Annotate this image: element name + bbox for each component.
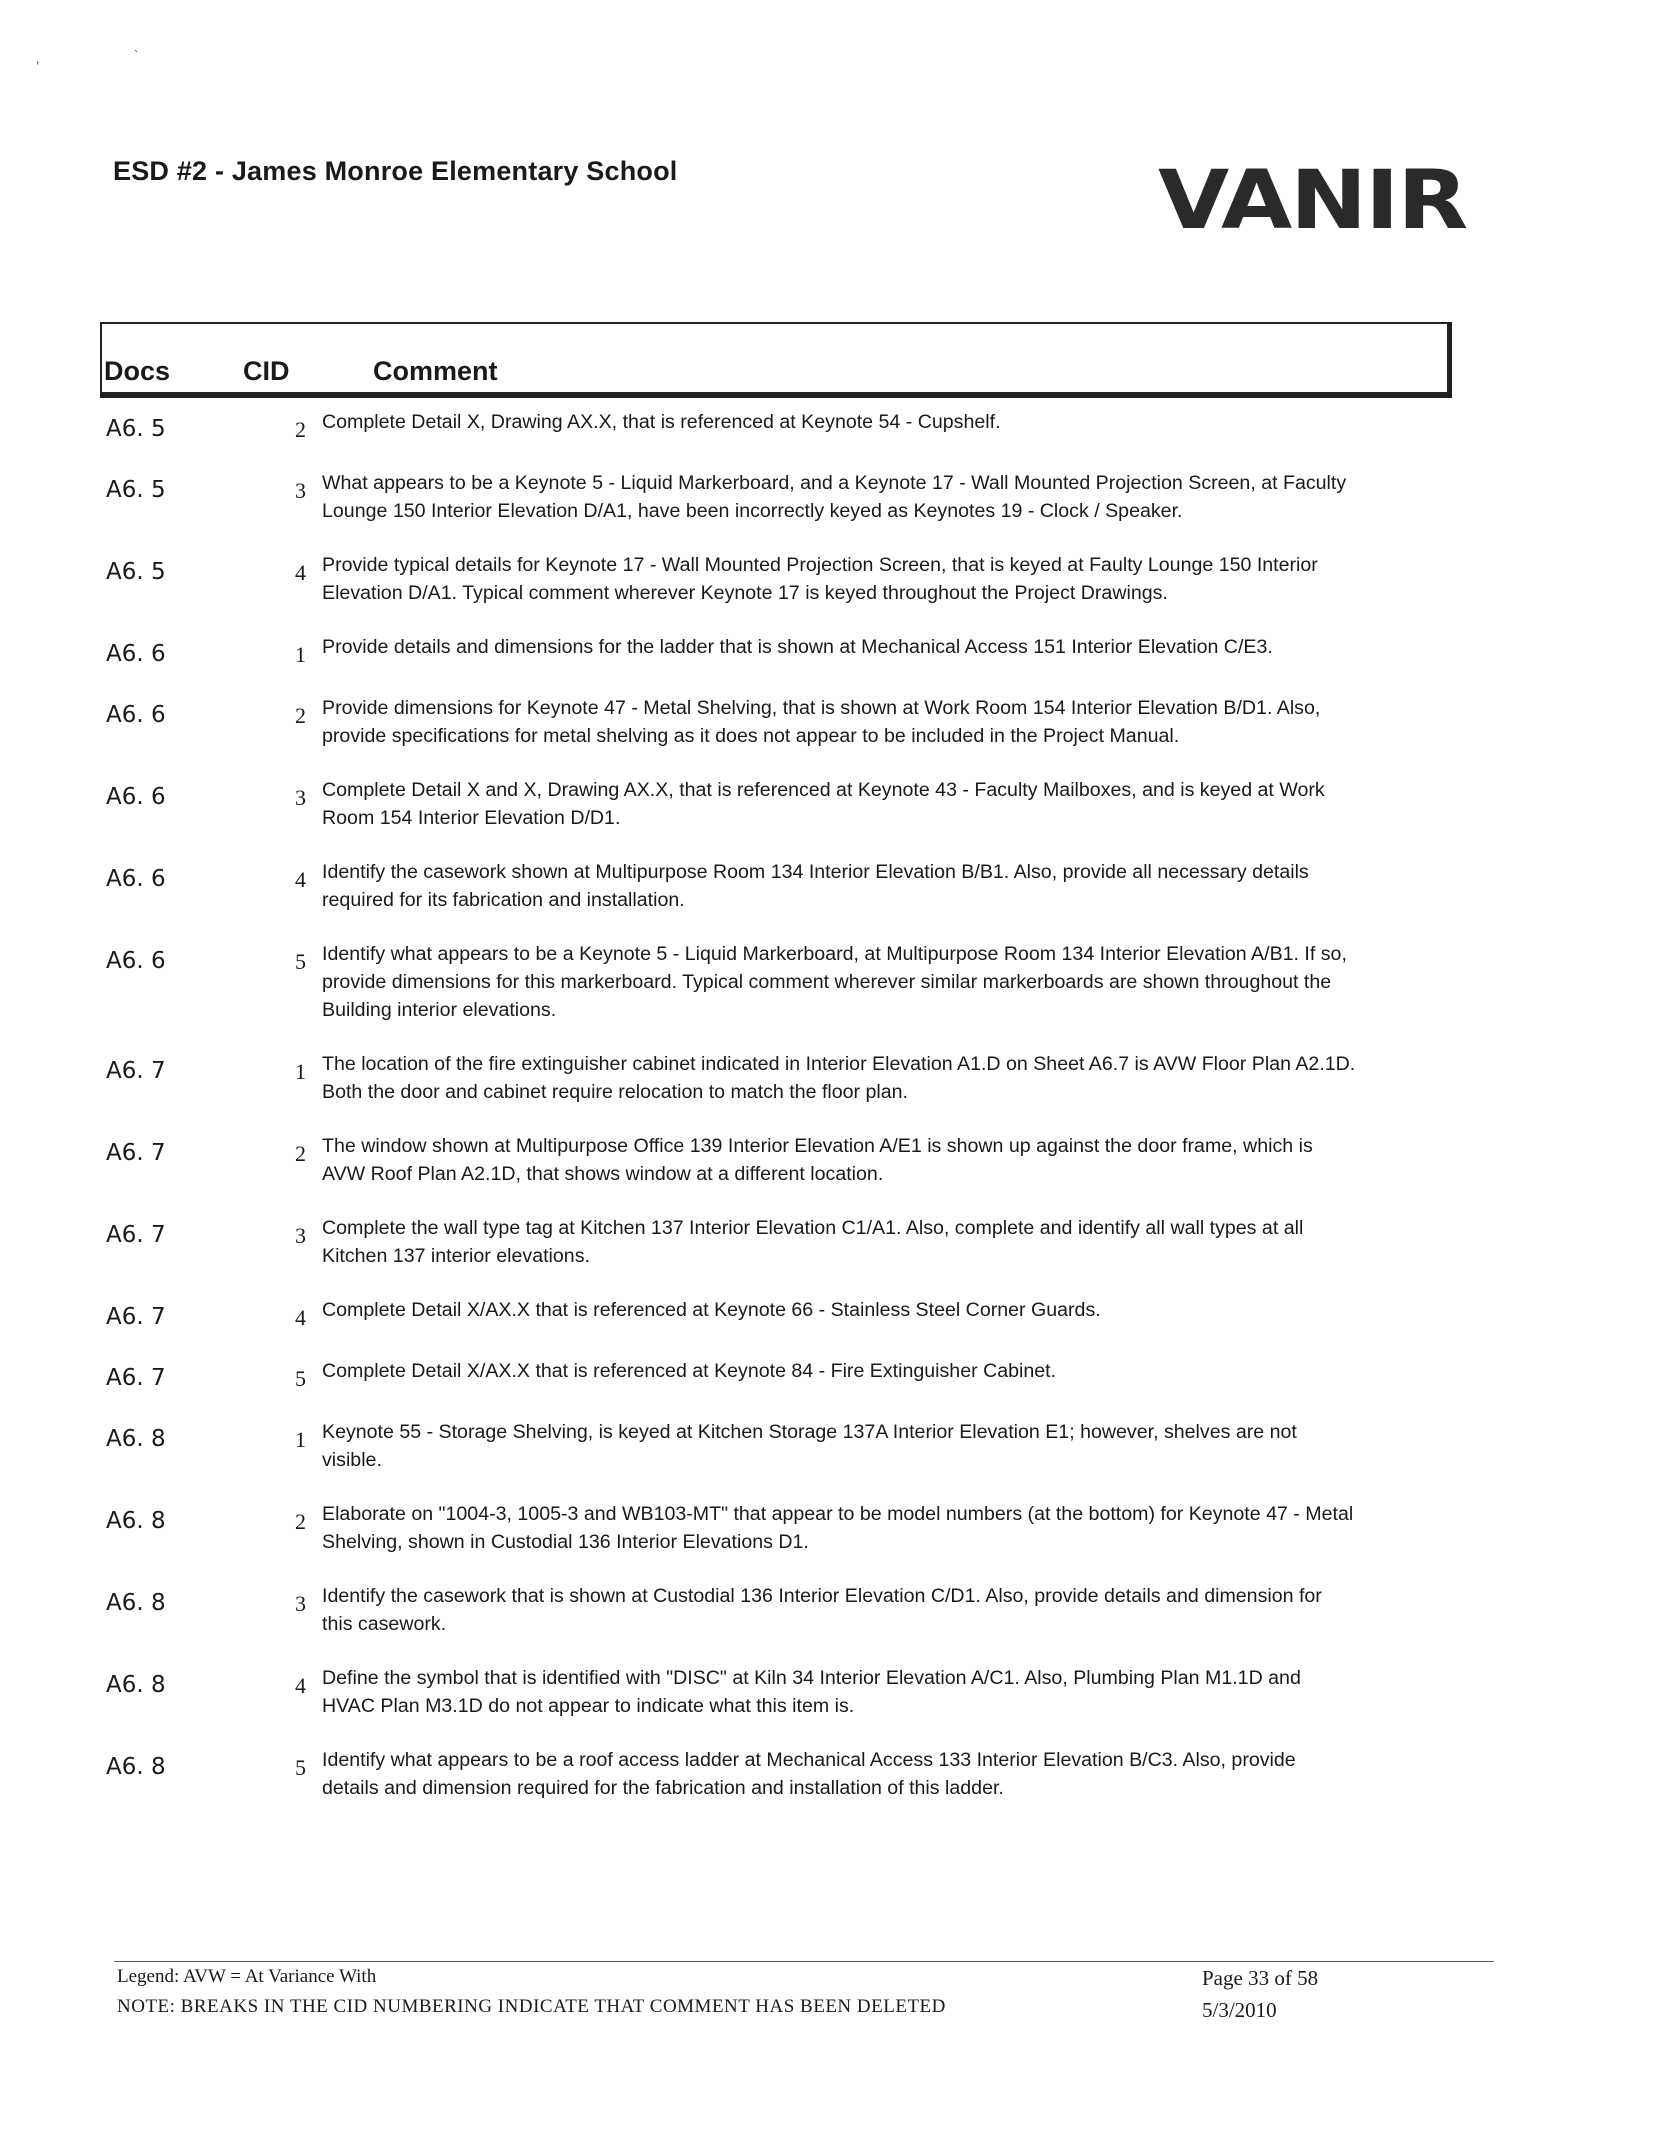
col-header-docs: Docs <box>104 356 171 386</box>
row-doc: A6. 7 <box>106 1304 166 1330</box>
row-cid: 2 <box>295 1509 306 1534</box>
row-cid: 1 <box>295 1059 306 1084</box>
row-doc: A6. 5 <box>106 416 166 442</box>
footer-legend: Legend: AVW = At Variance With <box>117 1966 377 1987</box>
table-row <box>0 1050 1664 1106</box>
row-doc: A6. 6 <box>106 784 166 810</box>
row-cid: 3 <box>295 1591 306 1616</box>
scan-mark: ` <box>134 48 138 62</box>
row-cid: 4 <box>295 867 306 892</box>
row-cid: 2 <box>295 703 306 728</box>
comment-table <box>0 408 1664 1828</box>
row-comment: What appears to be a Keynote 5 - Liquid Markerboard, and a Keynote 17 - Wall Mounted Projection Screen, at Faculty Lounge 150 Interior Elevation D/A1, have been incorrectly keyed as Keynotes 19 - Clock / Speaker. <box>322 472 1347 522</box>
table-row <box>0 694 1664 750</box>
row-cid: 4 <box>295 1305 306 1330</box>
footer-date: 5/3/2010 <box>1202 1998 1277 2022</box>
footer-divider <box>114 1961 1494 1962</box>
row-doc: A6. 8 <box>106 1754 166 1780</box>
row-cid: 1 <box>295 642 306 667</box>
row-doc: A6. 7 <box>106 1365 166 1391</box>
row-comment: Provide details and dimensions for the ladder that is shown at Mechanical Access 151 Interior Elevation C/E3. <box>322 636 1273 658</box>
row-comment: The window shown at Multipurpose Office 139 Interior Elevation A/E1 is shown up against the door frame, which is AVW Roof Plan A2.1D, that shows window at a different location. <box>322 1135 1313 1185</box>
row-comment: Complete Detail X/AX.X that is referenced at Keynote 66 - Stainless Steel Corner Guards. <box>322 1299 1101 1321</box>
row-comment: Keynote 55 - Storage Shelving, is keyed at Kitchen Storage 137A Interior Elevation E1; however, shelves are not visible. <box>322 1421 1297 1471</box>
row-comment: Complete Detail X, Drawing AX.X, that is referenced at Keynote 54 - Cupshelf. <box>322 411 1001 433</box>
table-row <box>0 1500 1664 1556</box>
table-row <box>0 776 1664 832</box>
table-row <box>0 1582 1664 1638</box>
vanir-logo: VANIR <box>1158 152 1467 248</box>
row-cid: 5 <box>295 1366 306 1391</box>
row-doc: A6. 6 <box>106 702 166 728</box>
row-comment: Complete the wall type tag at Kitchen 137 Interior Elevation C1/A1. Also, complete and identify all wall types at all Kitchen 137 interior elevations. <box>322 1217 1304 1267</box>
table-row <box>0 1296 1664 1331</box>
row-cid: 4 <box>295 560 306 585</box>
table-row <box>0 1132 1664 1188</box>
row-comment: Identify what appears to be a roof access ladder at Mechanical Access 133 Interior Elevation B/C3. Also, provide details and dimension required for the fabrication and installation of this ladder. <box>322 1749 1296 1799</box>
col-header-cid: CID <box>243 356 290 386</box>
row-comment: Provide dimensions for Keynote 47 - Metal Shelving, that is shown at Work Room 154 Interior Elevation B/D1. Also, provide specifications for metal shelving as it does not appear to be included in the Project Manual. <box>322 697 1321 747</box>
footer-note: NOTE: BREAKS IN THE CID NUMBERING INDICATE THAT COMMENT HAS BEEN DELETED <box>117 1996 946 2017</box>
row-cid: 2 <box>295 417 306 442</box>
row-comment: Identify what appears to be a Keynote 5 - Liquid Markerboard, at Multipurpose Room 134 Interior Elevation A/B1. If so, provide dimensions for this markerboard. Typical comment wherever similar markerboards are shown throughout the Building interior elevations. <box>322 943 1347 1021</box>
row-comment: Elaborate on "1004-3, 1005-3 and WB103-MT" that appear to be model numbers (at the bottom) for Keynote 47 - Metal Shelving, shown in Custodial 136 Interior Elevations D1. <box>322 1503 1354 1553</box>
table-row <box>0 633 1664 668</box>
row-comment: Complete Detail X/AX.X that is referenced at Keynote 84 - Fire Extinguisher Cabinet. <box>322 1360 1057 1382</box>
row-doc: A6. 6 <box>106 866 166 892</box>
row-doc: A6. 6 <box>106 641 166 667</box>
col-header-comment: Comment <box>373 356 498 386</box>
table-row <box>0 551 1664 607</box>
row-cid: 5 <box>295 1755 306 1780</box>
table-row <box>0 858 1664 914</box>
row-cid: 2 <box>295 1141 306 1166</box>
row-cid: 3 <box>295 1223 306 1248</box>
row-comment: The location of the fire extinguisher cabinet indicated in Interior Elevation A1.D on Sheet A6.7 is AVW Floor Plan A2.1D. Both the door and cabinet require relocation to match the floor plan. <box>322 1053 1356 1103</box>
row-comment: Provide typical details for Keynote 17 - Wall Mounted Projection Screen, that is keyed at Faulty Lounge 150 Interior Elevation D/A1. Typical comment wherever Keynote 17 is keyed throughout the Project Drawings. <box>322 554 1318 604</box>
table-row <box>0 1664 1664 1720</box>
table-row <box>0 408 1664 443</box>
row-comment: Identify the casework that is shown at Custodial 136 Interior Elevation C/D1. Also, provide details and dimension for this casework. <box>322 1585 1322 1635</box>
table-header-box <box>100 322 1452 398</box>
page-number: Page 33 of 58 <box>1202 1966 1319 1990</box>
scan-mark: , <box>36 52 40 66</box>
table-row <box>0 1418 1664 1474</box>
table-row <box>0 469 1664 525</box>
row-doc: A6. 7 <box>106 1222 166 1248</box>
row-doc: A6. 8 <box>106 1426 166 1452</box>
row-comment: Define the symbol that is identified with "DISC" at Kiln 34 Interior Elevation A/C1. Also, Plumbing Plan M1.1D and HVAC Plan M3.1D do not appear to indicate what this item is. <box>322 1667 1301 1717</box>
row-cid: 3 <box>295 478 306 503</box>
row-cid: 3 <box>295 785 306 810</box>
row-doc: A6. 8 <box>106 1508 166 1534</box>
row-doc: A6. 5 <box>106 559 166 585</box>
table-row <box>0 1746 1664 1802</box>
row-cid: 5 <box>295 949 306 974</box>
table-row <box>0 1214 1664 1270</box>
table-row <box>0 940 1664 1024</box>
page-title: ESD #2 - James Monroe Elementary School <box>113 156 678 186</box>
row-cid: 4 <box>295 1673 306 1698</box>
row-comment: Identify the casework shown at Multipurpose Room 134 Interior Elevation B/B1. Also, provide all necessary details required for its fabrication and installation. <box>322 861 1309 911</box>
row-doc: A6. 7 <box>106 1140 166 1166</box>
row-doc: A6. 5 <box>106 477 166 503</box>
row-cid: 1 <box>295 1427 306 1452</box>
row-doc: A6. 6 <box>106 948 166 974</box>
row-doc: A6. 8 <box>106 1672 166 1698</box>
table-row <box>0 1357 1664 1392</box>
row-comment: Complete Detail X and X, Drawing AX.X, that is referenced at Keynote 43 - Faculty Mailboxes, and is keyed at Work Room 154 Interior Elevation D/D1. <box>322 779 1325 829</box>
row-doc: A6. 7 <box>106 1058 166 1084</box>
row-doc: A6. 8 <box>106 1590 166 1616</box>
